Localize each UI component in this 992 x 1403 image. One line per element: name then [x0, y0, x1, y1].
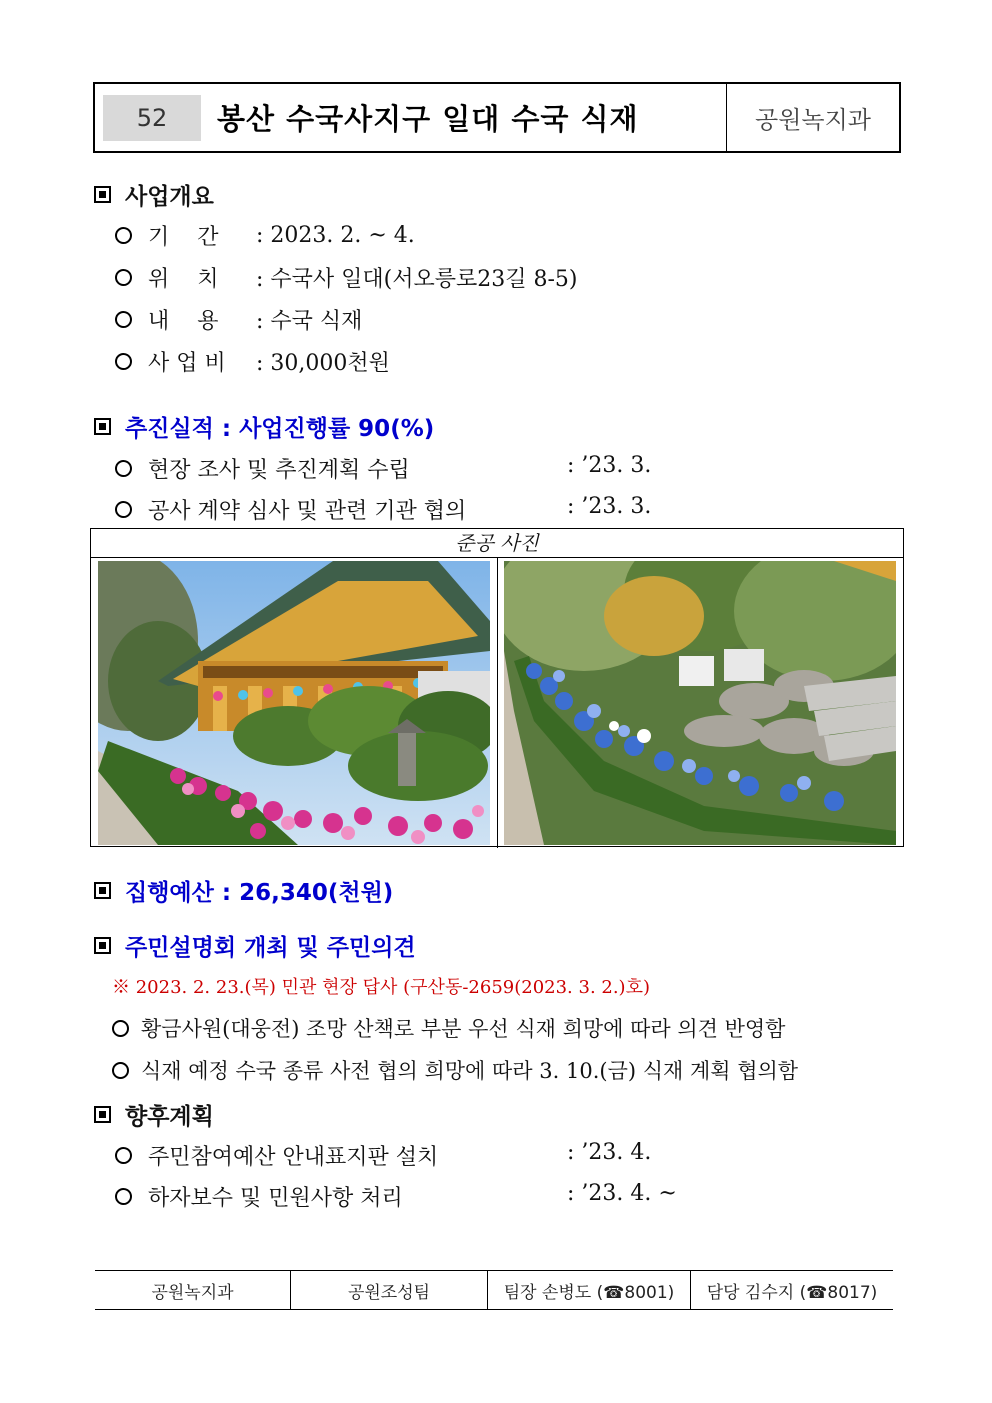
title-cell — [95, 84, 727, 151]
item-label: 기 간 — [148, 225, 219, 250]
footer-staff: 담당 김수지 (☎8017) — [690, 1271, 893, 1309]
square-bullet-icon — [94, 186, 111, 203]
briefing-note: ※ 2023. 2. 23.(목) 민관 현장 답사 (구산동-2659(2023. 3. 2.)호) — [112, 977, 650, 998]
list-item — [115, 220, 415, 251]
item-value: : 30,000천원 — [256, 351, 390, 376]
square-bullet-icon — [94, 937, 111, 954]
title-box — [93, 82, 901, 153]
item-value: : 수국사 일대(서오릉로23길 8-5) — [256, 267, 578, 292]
list-item — [115, 304, 362, 335]
square-bullet-icon — [94, 882, 111, 899]
square-bullet-icon — [94, 1106, 111, 1123]
garden-photo — [504, 561, 896, 845]
circle-bullet-icon — [115, 501, 132, 518]
section-budget — [92, 874, 393, 907]
item-label: 현장 조사 및 추진계획 수립 — [148, 458, 410, 483]
section-heading: 향후계획 — [125, 1104, 214, 1130]
item-label: 황금사원(대웅전) 조망 산책로 부분 우선 식재 희망에 따라 의견 반영함 — [141, 1017, 786, 1041]
photo-cell-right — [497, 558, 904, 848]
section-heading: 사업개요 — [125, 184, 214, 210]
item-date: : ’23. 4. — [567, 1140, 652, 1165]
circle-bullet-icon — [115, 269, 132, 286]
section-plan — [92, 1098, 214, 1131]
item-number: 52 — [103, 95, 201, 141]
item-label: 사 업 비 — [148, 351, 226, 376]
circle-bullet-icon — [115, 460, 132, 477]
list-item — [115, 346, 390, 377]
list-item — [115, 1181, 403, 1212]
list-item — [112, 1013, 785, 1043]
list-item — [115, 494, 466, 525]
list-item — [115, 1140, 438, 1171]
footer-team: 공원조성팀 — [290, 1271, 487, 1309]
item-label: 위 치 — [148, 267, 219, 292]
item-value: : 수국 식재 — [256, 309, 363, 334]
photo-table — [90, 528, 904, 847]
item-label: 주민참여예산 안내표지판 설치 — [148, 1145, 439, 1170]
circle-bullet-icon — [115, 353, 132, 370]
item-date: : ’23. 3. — [567, 494, 652, 519]
section-progress — [92, 410, 434, 443]
item-date: : ’23. 3. — [567, 453, 652, 478]
temple-photo — [98, 561, 490, 845]
square-bullet-icon — [94, 418, 111, 435]
department-label: 공원녹지과 — [755, 106, 871, 134]
circle-bullet-icon — [112, 1020, 129, 1037]
photo-caption: 준공 사진 — [91, 529, 903, 558]
circle-bullet-icon — [115, 311, 132, 328]
photo-cell-left — [91, 558, 497, 848]
item-label: 내 용 — [148, 309, 219, 334]
footer-dept: 공원녹지과 — [151, 1282, 234, 1303]
item-date: : ’23. 4. ~ — [567, 1181, 677, 1206]
circle-bullet-icon — [112, 1062, 129, 1079]
circle-bullet-icon — [115, 1147, 132, 1164]
circle-bullet-icon — [115, 1188, 132, 1205]
contact-footer — [95, 1270, 893, 1310]
circle-bullet-icon — [115, 227, 132, 244]
page-title: 봉산 수국사지구 일대 수국 식재 — [217, 102, 639, 136]
item-value: : 2023. 2. ~ 4. — [256, 223, 415, 248]
section-overview — [92, 178, 214, 211]
section-heading: 집행예산 : 26,340(천원) — [125, 880, 394, 906]
item-label: 식재 예정 수국 종류 사전 협의 희망에 따라 3. 10.(금) 식재 계획 협의함 — [141, 1059, 799, 1083]
item-label: 공사 계약 심사 및 관련 기관 협의 — [148, 499, 467, 524]
section-heading: 주민설명회 개최 및 주민의견 — [125, 935, 416, 961]
list-item — [112, 1055, 798, 1085]
section-heading: 추진실적 : 사업진행률 90(%) — [125, 416, 435, 442]
item-label: 하자보수 및 민원사항 처리 — [148, 1186, 403, 1211]
footer-leader: 팀장 손병도 (☎8001) — [487, 1271, 690, 1309]
list-item — [115, 262, 578, 293]
section-briefing — [92, 929, 416, 962]
